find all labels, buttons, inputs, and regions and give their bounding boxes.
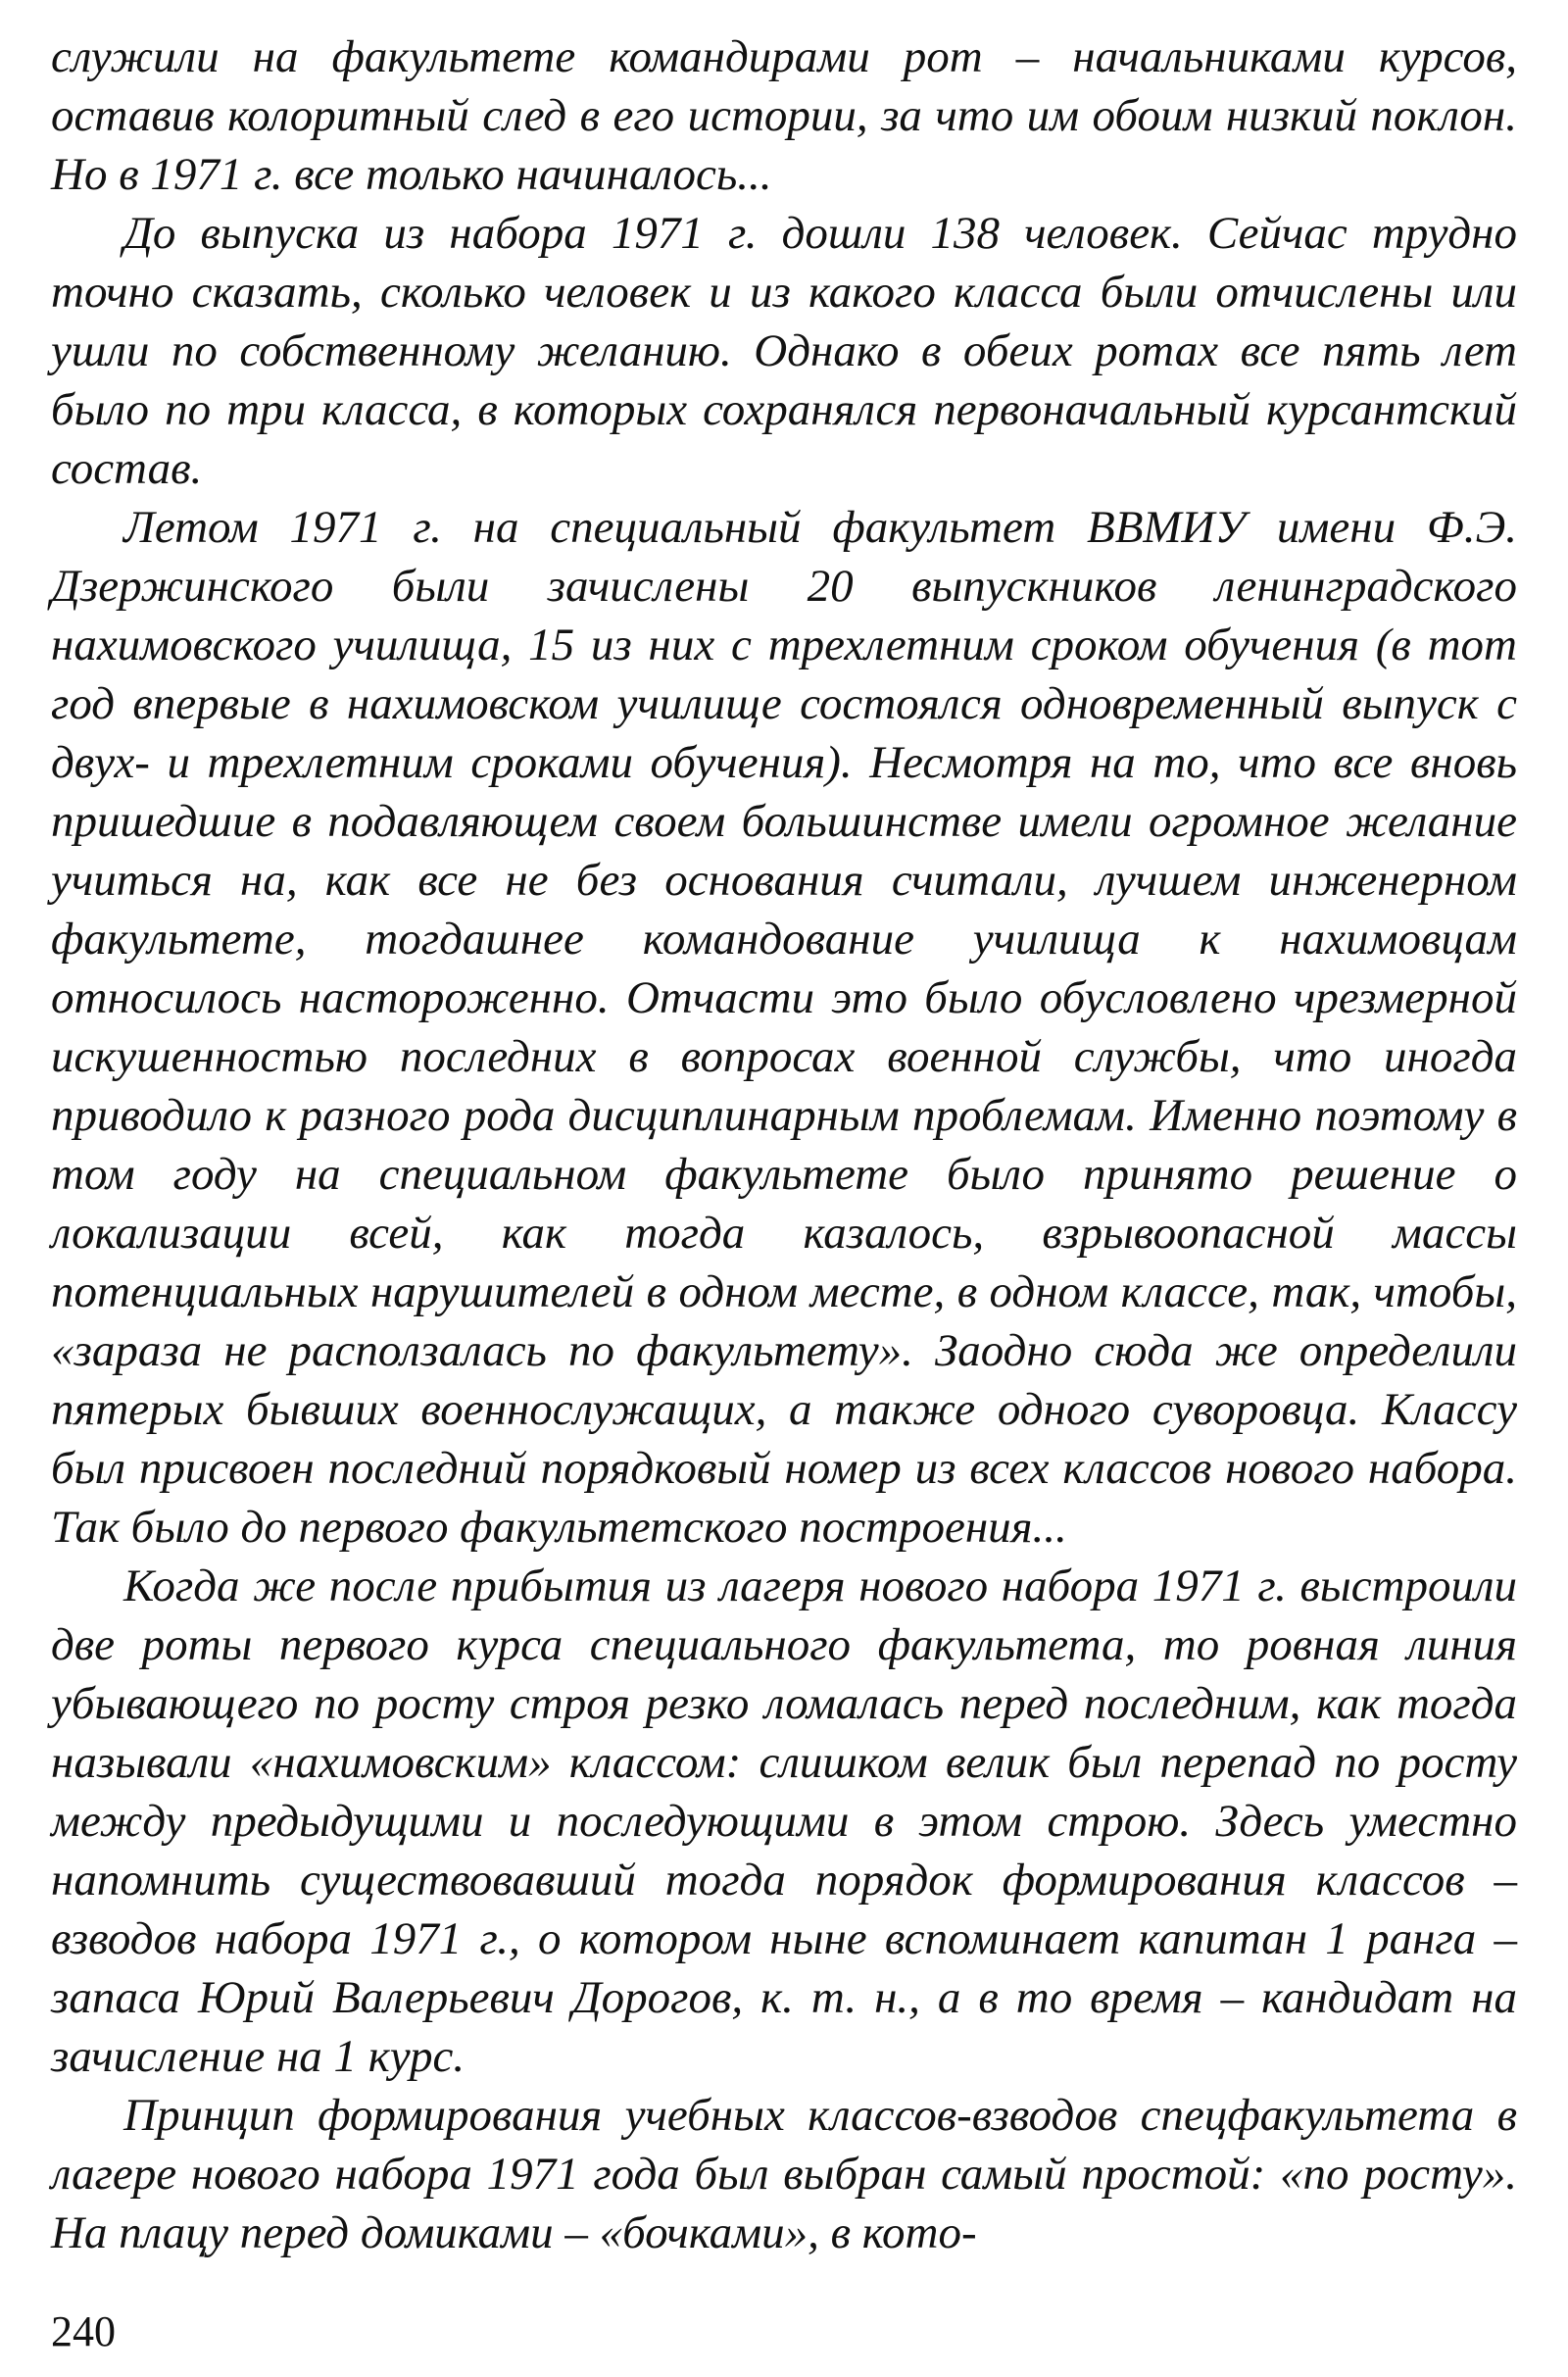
page-number: 240 — [51, 2307, 116, 2355]
paragraph-continuation: служили на факультете командирами рот – начальниками курсов, оставив колоритный след в его истории, за что им обоим низкий поклон. Но в 1971 г. все только начиналось... — [51, 31, 1517, 200]
paragraph-formation: Когда же после прибытия из лагеря нового набора 1971 г. выстроили две роты первого курса специального факультета, то ровная линия убывающего по росту строя резко ломалась перед последним, как тогда называли «нахимовским» классом: слишком велик был перепад по росту между предыдущими и последующими в этом строю. Здесь уместно напомнить существовавший тогда порядок формирования классов – взводов набора 1971 г., о котором ныне вспоминает капитан 1 ранга – запаса Юрий Валерьевич Дорогов, к. т. н., а в то время – кандидат на зачисление на 1 курс. — [51, 1560, 1517, 2082]
paragraph-principle: Принцип формирования учебных классов-взводов спецфакультета в лагере нового набора 1971 года был выбран самый простой: «по росту». На плацу перед домиками – «бочками», в кото- — [51, 2090, 1517, 2258]
paragraph-summer-1971: Летом 1971 г. на специальный факультет ВВМИУ имени Ф.Э. Дзержинского были зачислены 20 выпускников ленинградского нахимовского училища, 15 из них с трехлетним сроком обучения (в тот год впервые в нахимовском училище состоялся одновременный выпуск с двух- и трехлетним сроками обучения). Несмотря на то, что все вновь пришедшие в подавляющем своем большинстве имели огромное желание учиться на, как все не без основания считали, лучшем инженерном факультете, тогдашнее командование училища к нахимовцам относилось настороженно. Отчасти это было обусловлено чрезмерной искушенностью последних в вопросах военной службы, что иногда приводило к разного рода дисциплинарным проблемам. Именно поэтому в том году на специальном факультете было принято решение о локализации всей, как тогда казалось, взрывоопасной массы потенциальных нарушителей в одном месте, в одном классе, так, чтобы, «зараза не расползалась по факультету». Заодно сюда же определили пятерых бывших военнослужащих, а также одного суворовца. Классу был присвоен последний порядковый номер из всех классов нового набора. Так было до первого факультетского построения... — [51, 502, 1517, 1553]
paragraph-graduates: До выпуска из набора 1971 г. дошли 138 человек. Сейчас трудно точно сказать, сколько человек и из какого класса были отчислены или ушли по собственному желанию. Однако в обеих ротах все пять лет было по три класса, в которых сохранялся первоначальный курсантский состав. — [51, 208, 1517, 494]
book-page-text — [51, 27, 1517, 2262]
